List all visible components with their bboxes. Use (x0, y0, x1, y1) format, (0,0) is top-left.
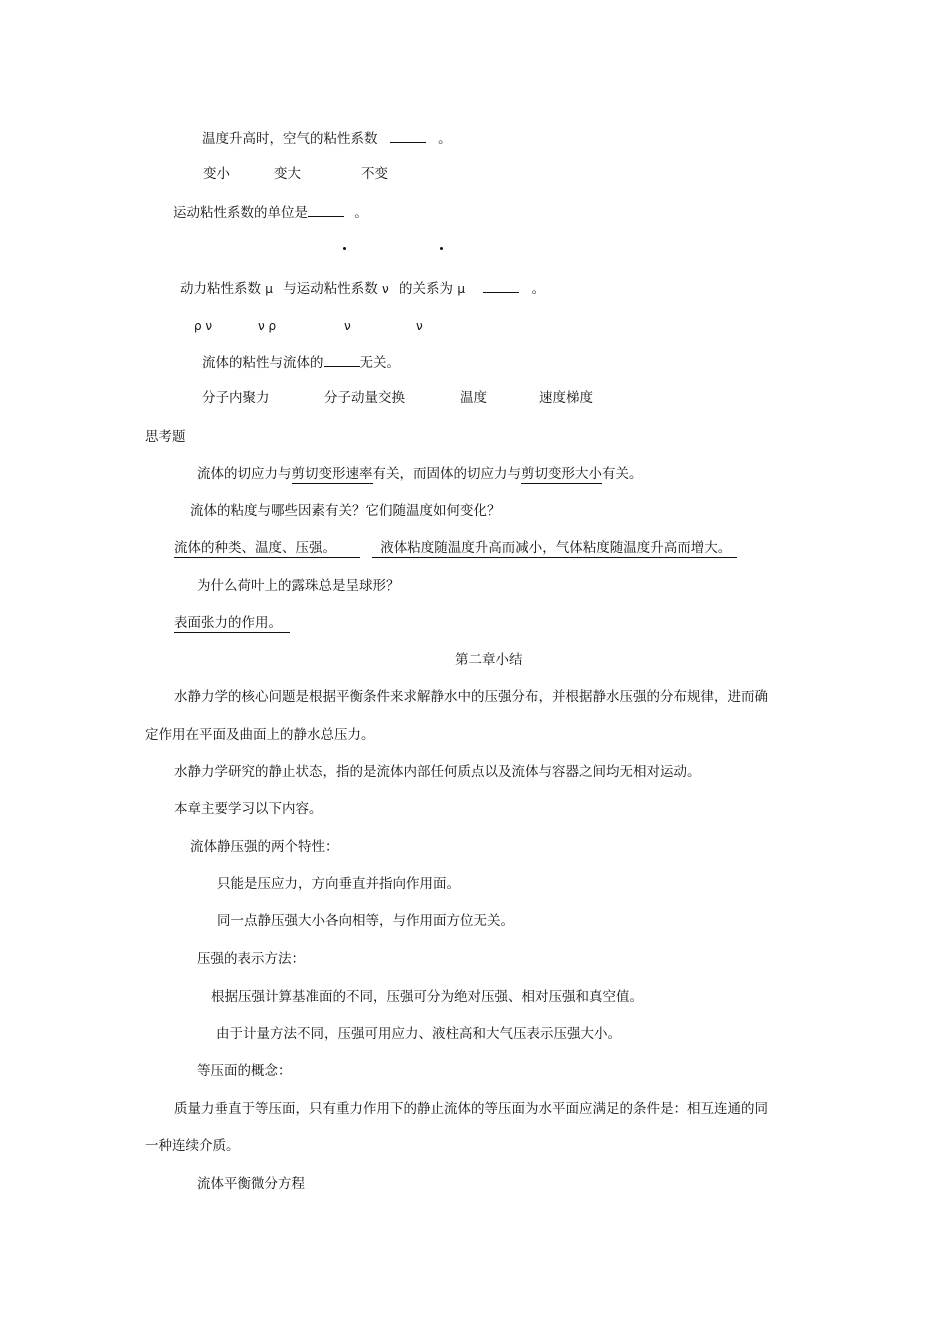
answer-blank (324, 352, 360, 367)
subheading-2: 压强的表示方法： (197, 951, 305, 967)
underlined-answer: 剪切变形大小 (521, 466, 602, 482)
option-c: ν (344, 319, 351, 333)
bullet-dot (440, 247, 443, 250)
option-b: 分子动量交换 (324, 390, 405, 406)
underlined-answer: 剪切变形速率 (291, 466, 373, 482)
option-b: 变大 (274, 166, 301, 182)
period: 。 (438, 131, 452, 147)
question-4-text-2: 无关。 (359, 355, 400, 371)
answer-blank (308, 202, 344, 217)
answer-2 (174, 539, 737, 557)
question-1 (202, 128, 452, 148)
question-3 (180, 278, 545, 298)
mu-symbol: μ (457, 282, 465, 296)
paragraph-1-line-2: 定作用在平面及曲面上的静水总压力。 (145, 727, 375, 743)
thinking-question-2: 流体的粘度与哪些因素有关？它们随温度如何变化？ (190, 503, 501, 519)
subheading-4: 流体平衡微分方程 (197, 1176, 305, 1192)
option-d: ν (416, 319, 423, 333)
answer-1-text-3: 有关。 (602, 466, 643, 482)
mu-symbol: μ (265, 282, 273, 296)
answer-1 (197, 465, 643, 483)
option-a: 变小 (203, 166, 230, 182)
item-2b: 由于计量方法不同，压强可用应力、液柱高和大气压表示压强大小。 (216, 1026, 621, 1042)
answer-1-text-2: 有关，而固体的切应力与 (372, 466, 521, 482)
section-heading: 思考题 (145, 429, 186, 445)
answer-blank (483, 278, 519, 293)
option-d: 速度梯度 (539, 390, 593, 406)
option-c: 不变 (361, 166, 388, 182)
period: 。 (531, 281, 546, 297)
question-2 (173, 202, 368, 222)
subheading-1: 流体静压强的两个特性： (190, 839, 339, 855)
paragraph-4-line-2: 一种连续介质。 (145, 1138, 240, 1154)
item-1b: 同一点静压强大小各向相等，与作用面方位无关。 (217, 913, 514, 929)
option-a: ρ ν (194, 319, 213, 333)
option-b: ν ρ (258, 319, 277, 333)
item-1a: 只能是压应力，方向垂直并指向作用面。 (217, 876, 460, 892)
bullet-dot (343, 247, 346, 250)
answer-blank (390, 128, 426, 143)
question-3-text-1: 动力粘性系数 (180, 281, 261, 297)
underlined-answer: 表面张力的作用。 (174, 615, 290, 633)
paragraph-4-line-1: 质量力垂直于等压面，只有重力作用下的静止流体的等压面为水平面应满足的条件是：相互连通的同 (174, 1101, 768, 1117)
period: 。 (354, 205, 368, 221)
question-3-text-3: 的关系为 (399, 281, 454, 297)
option-a: 分子内聚力 (202, 390, 270, 406)
question-4 (202, 352, 400, 372)
question-3-text-2: 与运动粘性系数 (283, 281, 378, 297)
question-4-text-1: 流体的粘性与流体的 (202, 355, 324, 371)
item-2a: 根据压强计算基准面的不同，压强可分为绝对压强、相对压强和真空值。 (211, 989, 643, 1005)
question-2-text: 运动粘性系数的单位是 (173, 205, 308, 221)
chapter-title: 第二章小结 (455, 652, 523, 668)
answer-3 (174, 614, 290, 632)
question-1-text: 温度升高时，空气的粘性系数 (202, 131, 378, 147)
answer-1-text-1: 流体的切应力与 (197, 466, 292, 482)
subheading-3: 等压面的概念： (197, 1063, 292, 1079)
nu-symbol: ν (382, 282, 389, 296)
paragraph-1-line-1: 水静力学的核心问题是根据平衡条件来求解静水中的压强分布，并根据静水压强的分布规律，进而确 (174, 689, 768, 705)
thinking-question-3: 为什么荷叶上的露珠总是呈球形？ (197, 578, 400, 594)
paragraph-3: 本章主要学习以下内容。 (174, 801, 323, 817)
underlined-answer: 流体的种类、温度、压强。 (174, 540, 360, 558)
paragraph-2: 水静力学研究的静止状态，指的是流体内部任何质点以及流体与容器之间均无相对运动。 (174, 764, 701, 780)
underlined-answer: 液体粘度随温度升高而减小，气体粘度随温度升高而增大。 (372, 540, 737, 558)
option-c: 温度 (460, 390, 487, 406)
